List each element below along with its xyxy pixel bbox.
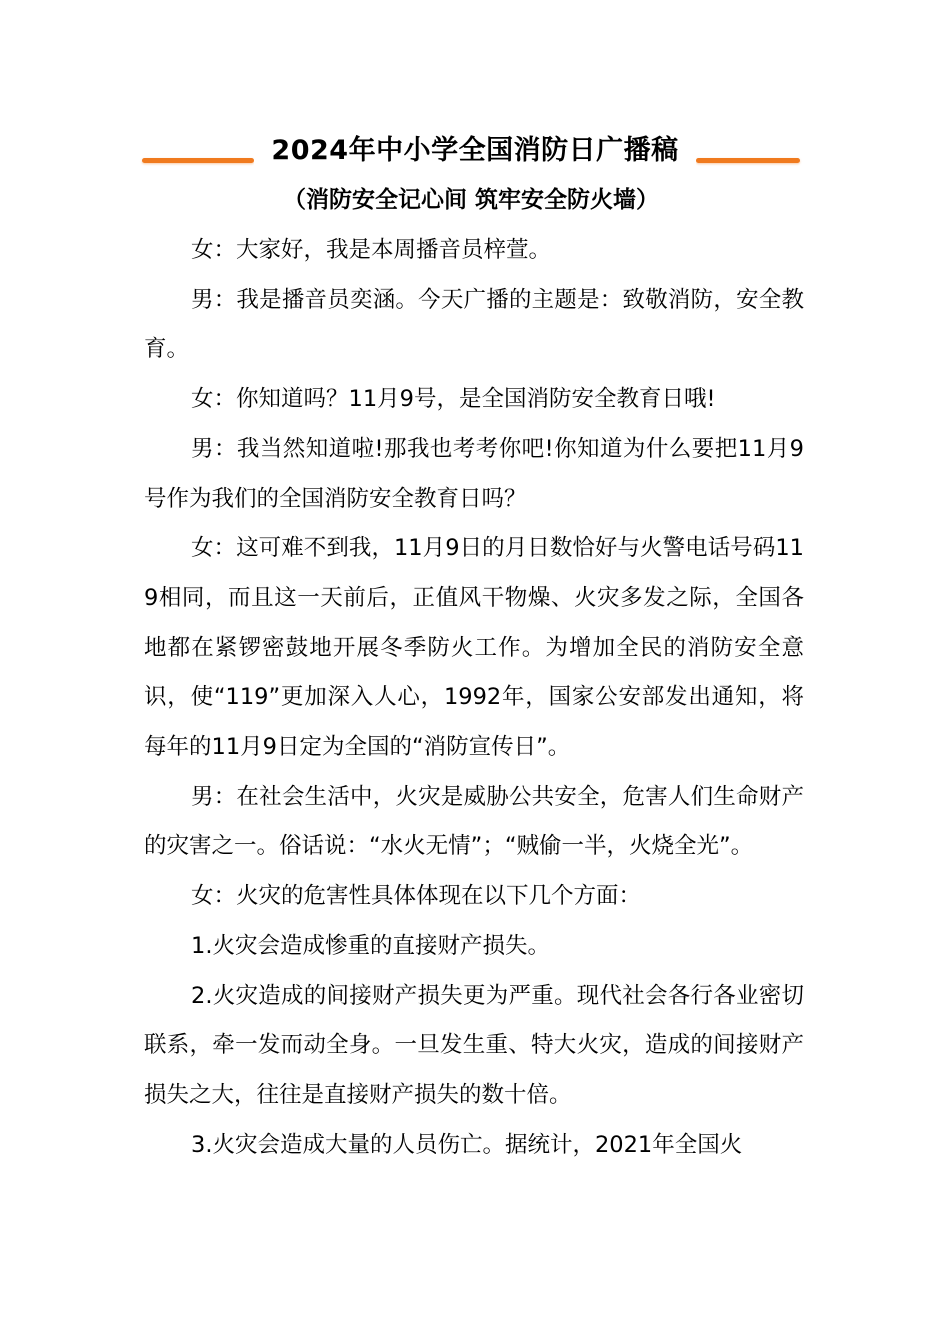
title-decoration-line-left <box>142 158 254 163</box>
paragraph: 女：火灾的危害性具体体现在以下几个方面： <box>191 883 642 910</box>
list-item: 1.火灾会造成惨重的直接财产损失。 <box>191 932 550 959</box>
paragraph: 女：这可难不到我，11月9日的月日数恰好与火警电话号码119相同，而且这一天前后，正值风干物燥、火灾多发之际，全国各地都在紧锣密鼓地开展冬季防火工作。为增加全民的消防安全意识，使“119”更加深入人心，1992年，国家公安部发出通知，将每年的11月9日定为全国的“消防宣传日”。 <box>144 535 804 761</box>
paragraph: 男：在社会生活中，火灾是威胁公共安全，危害人们生命财产的灾害之一。俗话说：“水火无情”；“贼偷一半，火烧全光”。 <box>144 783 804 860</box>
paragraph: 女：你知道吗？11月9号，是全国消防安全教育日哦! <box>191 386 716 413</box>
list-item: 2.火灾造成的间接财产损失更为严重。现代社会各行各业密切联系，牵一发而动全身。一旦发生重、特大火灾，造成的间接财产损失之大，往往是直接财产损失的数十倍。 <box>144 982 804 1108</box>
title-row <box>142 128 800 174</box>
document-body <box>144 226 804 1170</box>
list-item: 3.火灾会造成大量的人员伤亡。据统计，2021年全国火 <box>191 1131 743 1158</box>
paragraph: 女：大家好，我是本周播音员梓萱。 <box>191 237 552 263</box>
document-subtitle: （消防安全记心间 筑牢安全防火墙） <box>282 187 659 213</box>
title-decoration-line-right <box>696 158 800 163</box>
paragraph: 男：我当然知道啦!那我也考考你吧!你知道为什么要把11月9号作为我们的全国消防安全教育日吗？ <box>144 435 804 512</box>
paragraph: 男：我是播音员奕涵。今天广播的主题是：致敬消防，安全教育。 <box>144 286 804 363</box>
document-title: 2024年中小学全国消防日广播稿 <box>254 128 696 174</box>
